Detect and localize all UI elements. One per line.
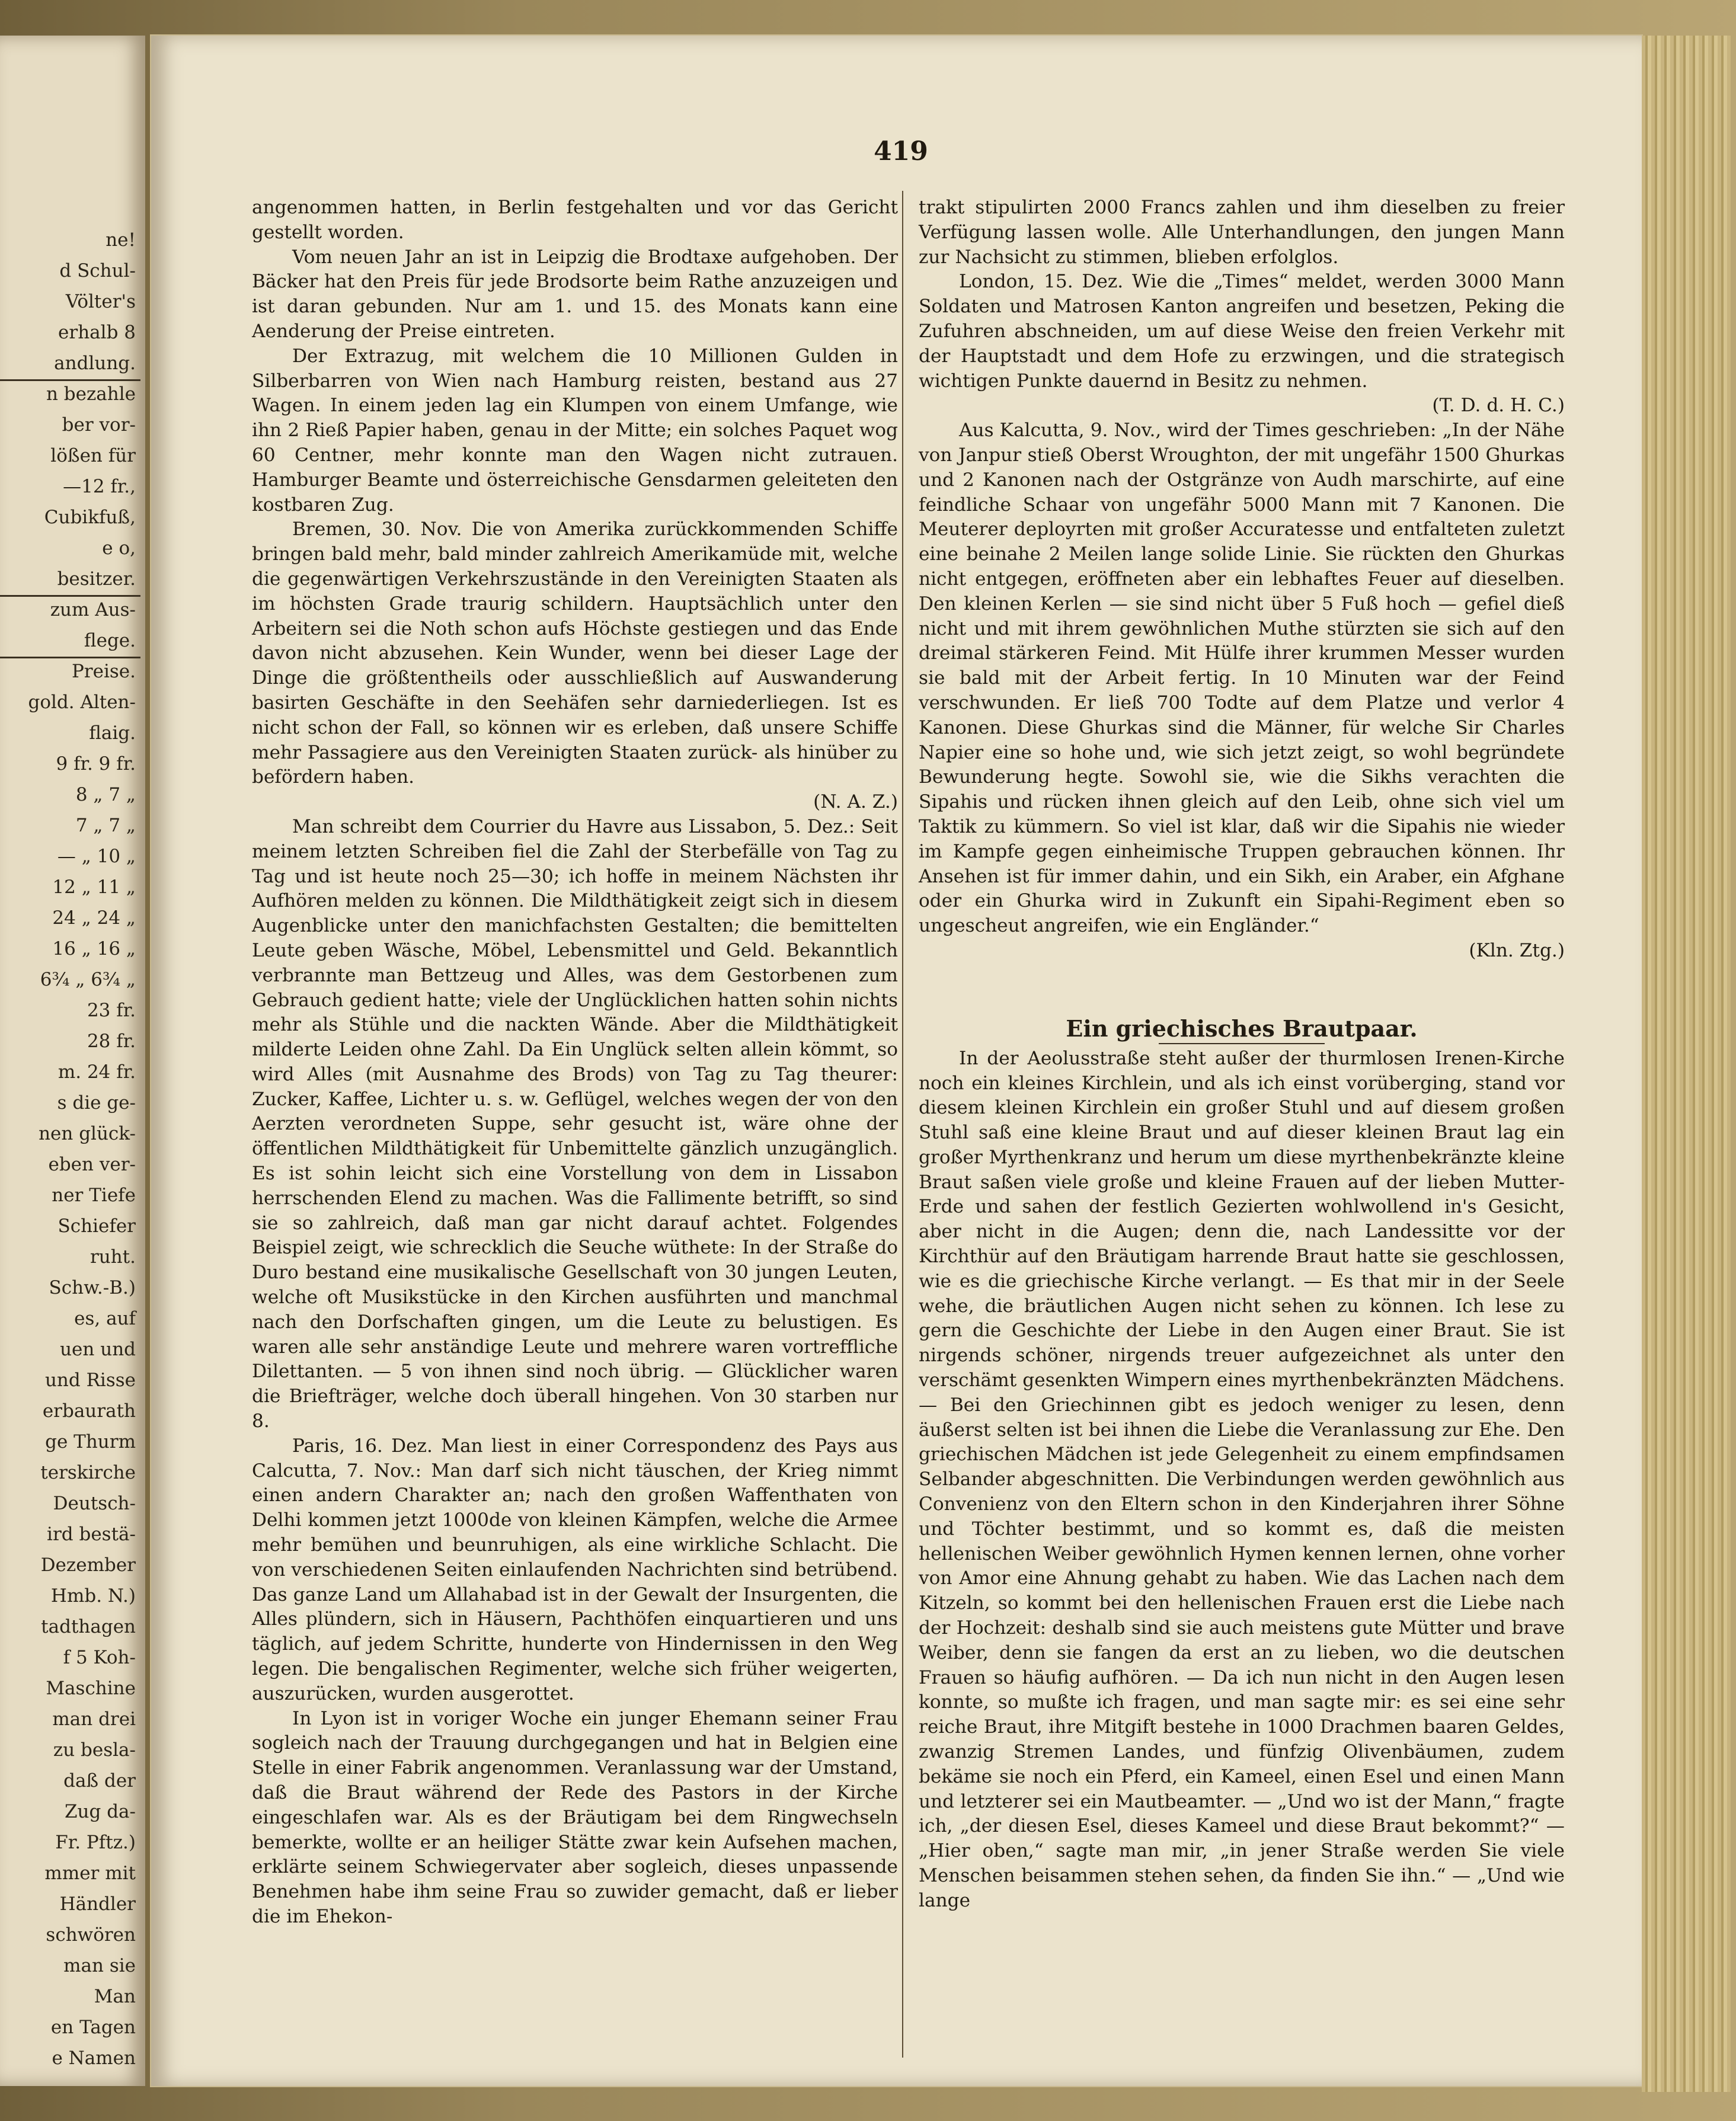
newspaper-page (151, 36, 1642, 2086)
left-page-text: ne! (105, 229, 136, 251)
page-number: 419 (874, 136, 928, 167)
left-page-text: e o, (102, 538, 136, 559)
left-page-text: Maschine (46, 1678, 136, 1699)
left-page-text: Zug da- (64, 1801, 136, 1822)
left-page-text: uen und (60, 1339, 136, 1360)
news-items (919, 196, 1565, 964)
left-page-text: e Namen (52, 2048, 136, 2069)
left-page-text: 16 „ 16 „ (52, 938, 136, 959)
left-page-text: 9 fr. 9 fr. (56, 753, 136, 775)
left-page-text: 23 fr. (87, 1000, 136, 1021)
source-citation: (Kln. Ztg.) (1469, 939, 1565, 961)
left-page-text: mmer mit (44, 1863, 136, 1884)
left-page-text: Dezember (40, 1554, 136, 1576)
left-page-text: zu besla- (53, 1739, 136, 1761)
left-page-text: ber vor- (62, 414, 136, 436)
left-page-text: tadthagen (41, 1616, 136, 1637)
left-page-text: ird bestä- (47, 1524, 136, 1545)
left-page-text: 6¾ „ 6¾ „ (40, 969, 136, 990)
left-page-text: flaig. (89, 722, 136, 744)
left-page-rule (0, 595, 140, 597)
left-page-text: 28 fr. (87, 1031, 136, 1052)
left-page-text: 7 „ 7 „ (75, 815, 136, 836)
source-citation: (T. D. d. H. C.) (1432, 395, 1565, 417)
paragraph: Aus Kalcutta, 9. Nov., wird der Times geschrieben: „In der Nähe von Janpur stieß Oberst Wroughton, der mit ungefähr 1500 Ghurkas und 2 Kanonen nach der Ostgränze von Audh marschirte, auf eine feindliche Schaar von ungefähr 5000 Mann mit 7 Kanonen. Die Meuterer deployrten mit großer Accuratesse und entfalteten zuletzt eine beinahe 2 Meilen lange solide Linie. Sie rückten den Ghurkas nicht entgegen, eröffneten aber ein lebhaftes Feuer auf dieselben. Den kleinen Kerlen — sie sind nicht über 5 Fuß hoch — gefiel dieß nicht und mit ihrem gewöhnlichen Muthe stürzten sie sich auf den dreimal stärkeren Feind. Mit Hülfe ihrer krummen Messer wurden sie bald mit der Arbeit fertig. In 10 Minuten war der Feind verschwunden. Er ließ 700 Todte auf dem Platze und verlor 4 Kanonen. Diese Ghurkas sind die Männer, für welche Sir Charles Napier eine so hohe und, wie sich jetzt zeigt, so wohl begründete Bewunderung hegte. Sowohl sie, wie die Sikhs verachten die Sipahis und rücken ihnen gleich auf den Leib, ohne sich viel um Taktik zu kümmern. So viel ist klar, daß wir die Sipahis nie wieder im Kampfe gegen einheimische Truppen gebrauchen können. Ihr Ansehen ist für immer dahin, und ein Sikh, ein Araber, ein Afghane oder ein Ghurka wird in Zukunft ein Sipahi-Regiment eben so ungescheut angreifen, wie ein Engländer.“ (919, 420, 1565, 937)
left-page-text: lößen für (50, 445, 136, 466)
column-divider (902, 191, 903, 2058)
left-page-text: man sie (63, 1955, 136, 1976)
left-page-text: Schw.-B.) (49, 1277, 136, 1298)
left-page-text: terskirche (40, 1462, 136, 1483)
right-column (919, 196, 1565, 1914)
left-page-text: schwören (46, 1924, 136, 1946)
paragraph: angenommen hatten, in Berlin festgehalten und vor das Gericht gestellt worden. (252, 197, 898, 243)
left-page-text: erhalb 8 (58, 322, 136, 343)
left-page-text: und Risse (44, 1370, 136, 1391)
paragraph: Vom neuen Jahr an ist in Leipzig die Brodtaxe aufgehoben. Der Bäcker hat den Preis für jede Brodsorte beim Rathe anzuzeigen und ist daran gebunden. Nur am 1. und 15. des Monats kann eine Aenderung der Preise eintreten. (252, 246, 898, 342)
left-page-text: ruht. (89, 1246, 136, 1268)
paragraph: Man schreibt dem Courrier du Havre aus Lissabon, 5. Dez.: Seit meinem letzten Schreiben fiel die Zahl der Sterbefälle von Tag zu Tag und ist heute noch 25—30; ich hoffe in meinem Nächsten ihr Aufhören melden zu können. Die Mildthätigkeit zeigt sich in diesem Augenblicke unter den manichfachsten Gestalten; die bemittelten Leute geben Wäsche, Möbel, Lebensmittel und Geld. Bekanntlich verbrannte man Bettzeug und Alles, was dem Gestorbenen zum Gebrauch gedient hatte; viele der Unglücklichen hatten sohin nichts mehr als Stühle und die nackten Wände. Aber die Mildthätigkeit milderte Leiden ohne Zahl. Da Ein Unglück selten allein kömmt, so wird Alles (mit Ausnahme des Brods) von Tag zu Tag theurer: Zucker, Kaffee, Lichter u. s. w. Geflügel, welches wegen der von den Aerzten verordneten Suppe, sehr gesucht ist, wäre ohne der öffentlichen Mildthätigkeit für Unbemittelte gänzlich unzugänglich. Es ist sohin leicht sich eine Vorstellung von dem in Lissabon herrschenden Elend zu machen. Was die Fallimente betrifft, so sind sie so zahlreich, daß man gar nicht darauf achtet. Folgendes Beispiel zeigt, wie schrecklich die Seuche wüthete: In der Straße do Duro bestand eine musikalische Gesellschaft von 30 jungen Leuten, welche oft Musikstücke in den Kirchen ausführten und manchmal nach den Dorfschaften gingen, um die Leute zu belustigen. Es waren alle sehr anständige Leute und mehrere waren vortreffliche Dilettanten. — 5 von ihnen sind noch übrig. — Glücklicher waren die Briefträger, welche doch überall hingehen. Von 30 starben nur 8. (252, 815, 898, 1432)
left-page-rule (0, 379, 140, 381)
left-page-text: zum Aus- (50, 599, 136, 620)
paragraph: trakt stipulirten 2000 Francs zahlen und ihm dieselben zu freier Verfügung lassen wolle. Alle Unterhandlungen, den jungen Mann zur Nachsicht zu stimmen, blieben erfolglos. (919, 197, 1565, 268)
left-page-text: Hmb. N.) (50, 1585, 136, 1607)
page-edges (1642, 36, 1731, 2092)
left-page-text: flege. (84, 630, 136, 651)
left-page-text: es, auf (74, 1308, 136, 1329)
left-page-text: besitzer. (57, 568, 136, 590)
paragraph: In Lyon ist in voriger Woche ein junger Ehemann seiner Frau sogleich nach der Trauung durchgegangen und hat in Belgien eine Stelle in einer Fabrik angenommen. Veranlassung war der Umstand, daß die Braut während der Rede des Pastors in der Kirche eingeschlafen war. Als es der Bräutigam bei dem Ringwechseln bemerkte, wollte er an heiliger Stätte zwar kein Aufsehen machen, erklärte seinem Schwiegervater aber sogleich, dieses unpassende Benehmen habe ihm seine Frau so zuwider gemacht, daß er lieber die im Ehekon- (252, 1707, 898, 1927)
left-page-text: eben ver- (48, 1154, 136, 1175)
left-page-text: f 5 Koh- (63, 1647, 136, 1668)
left-page-text: ner Tiefe (52, 1185, 136, 1206)
left-page-text: Cubikfuß, (44, 507, 136, 528)
source-citation: (N. A. Z.) (813, 791, 898, 813)
left-page-text: 12 „ 11 „ (52, 876, 136, 898)
left-page-text: daß der (63, 1770, 136, 1792)
left-page-rule (0, 657, 140, 658)
left-page-text: ge Thurm (45, 1431, 136, 1453)
left-page-text: m. 24 fr. (57, 1061, 136, 1083)
paragraph: Paris, 16. Dez. Man liest in einer Correspondenz des Pays aus Calcutta, 7. Nov.: Man darf sich nicht täuschen, der Krieg nimmt einen andern Charakter an; nach den großen Waffenthaten von Delhi kommen jetzt 1000de von kleinen Kämpfen, welche die Armee mehr bemühen und beunruhigen, als eine wirkliche Schlacht. Die von verschiedenen Seiten einlaufenden Nachrichten sind betrübend. Das ganze Land um Allahabad ist in der Gewalt der Insurgenten, die Alles plündern, sich in Häusern, Pachthöfen einquartieren und uns täglich, auf jedem Schritte, hunderte von Hindernissen in den Weg legen. Die bengalischen Regimenter, welche sich früher weigerten, auszurücken, wurden ausgerottet. (252, 1435, 898, 1704)
left-page-text: Händler (59, 1893, 136, 1915)
paragraph: In der Aeolusstraße steht außer der thurmlosen Irenen-Kirche noch ein kleines Kirchlein, und als ich einst vorüberging, stand vor diesem kleinen Kirchlein ein großer Stuhl und auf diesem großen Stuhl saß eine kleine Braut und auf dieser kleinen Braut lag ein großer Myrthenkranz und herum um diese myrthenbekränzte kleine Braut saßen viele große und kleine Frauen auf der lieben Mutter-Erde und sahen der festlich Gezierten wohlwollend in's Gesicht, aber nicht in die Augen; denn die, nach Landessitte vor der Kirchthür auf den Bräutigam harrende Braut hatte sie geschlossen, wie es die griechische Kirche verlangt. — Es that mir in der Seele wehe, die bräutlichen Augen nicht sehen zu können. Ich lese zu gern die Geschichte der Liebe in den Augen einer Braut. Sie ist nirgends schöner, nirgends treuer aufgezeichnet als unter den verschämt gesenkten Wimpern eines myrthenbekränzten Mädchens. — Bei den Griechinnen gibt es jedoch weniger zu lesen, denn äußerst selten ist bei ihnen die Liebe die Veranlassung zur Ehe. Den griechischen Mädchen ist jede Gelegenheit zu einem empfindsamen Selbander abgeschnitten. Die Verbindungen werden gewöhnlich aus Convenienz von den Eltern schon in den Kinderjahren ihrer Söhne und Töchter bestimmt, und so kommt es, daß die meisten hellenischen Weiber gewöhnlich Hymen kennen lernen, ohne vorher von Amor eine Ahnung gehabt zu haben. Wie das Lachen nach dem Kitzeln, so kommt bei den hellenischen Frauen erst die Liebe nach der Hochzeit: deshalb sind sie auch meistens gute Mütter und brave Weiber, denn sie fangen da erst an zu lieben, wo die deutschen Frauen so häufig aufhören. — Da ich nun nicht in den Augen lesen konnte, so mußte ich fragen, und man sagte mir: es sei eine sehr reiche Braut, ihre Mitgift bestehe in 1000 Drachmen baaren Geldes, zwanzig Stremen Landes, und fünfzig Olivenbäumen, zudem bekäme sie noch ein Pferd, ein Kameel, einen Esel und einen Mann und letzterer sei ein Mautbeamter. — „Und wo ist der Mann,“ fragte ich, „der diesen Esel, dieses Kameel und diese Braut bekommt?“ — „Hier oben,“ sagte man mir, „in jener Straße werden Sie viele Menschen beisammen stehen sehen, da finden Sie ihn.“ — „Und wie lange (919, 1047, 1565, 1911)
left-page-text: Völter's (65, 291, 136, 312)
left-page-text: — „ 10 „ (57, 846, 136, 867)
left-page-text: 24 „ 24 „ (52, 907, 136, 929)
left-page-text: man drei (52, 1709, 136, 1730)
left-page-text: s die ge- (57, 1092, 136, 1114)
left-page-text: d Schul- (59, 260, 136, 281)
left-page-text: en Tagen (50, 2017, 136, 2038)
paragraph: Der Extrazug, mit welchem die 10 Millionen Gulden in Silberbarren von Wien nach Hamburg reisten, bestand aus 27 Wagen. In einem jeden lag ein Klumpen von einem Umfange, wie ihn 2 Rieß Papier haben, genau in der Mitte; ein solches Paquet wog 60 Centner, mehr konnte man den Wagen nicht zutrauen. Hamburger Beamte und österreichische Gensdarmen geleiteten den kostbaren Zug. (252, 345, 898, 516)
paragraph: Bremen, 30. Nov. Die von Amerika zurückkommenden Schiffe bringen bald mehr, bald minder zahlreich Amerikamüde mit, welche die gegenwärtigen Verkehrszustände in den Vereinigten Staaten als im höchsten Grade traurig schildern. Hauptsächlich unter den Arbeitern sei die Noth schon aufs Höchste gestiegen und das Ende davon nicht abzusehen. Kein Wunder, wenn bei dieser Lage der Dinge die größtentheils oder ausschließlich auf Auswanderung basirten Geschäfte in den Seehäfen sehr darniederliegen. Ist es nicht schon der Fall, so können wir es erleben, daß unsere Schiffe mehr Passagiere aus den Vereinigten Staaten zurück- als hinüber zu befördern haben. (252, 519, 898, 788)
left-page-text: nen glück- (39, 1123, 136, 1144)
left-page-text: erbaurath (42, 1400, 136, 1422)
article-heading: Ein griechisches Brautpaar. (1066, 1015, 1418, 1042)
left-page-text: gold. Alten- (28, 692, 136, 713)
left-page-text: Fr. Pftz.) (55, 1832, 136, 1853)
left-column (252, 196, 898, 1930)
heading-rule (1159, 1043, 1325, 1044)
left-page-text: Deutsch- (53, 1493, 136, 1514)
left-page-text: n bezahle (46, 383, 136, 405)
left-page-text: andlung. (54, 353, 136, 374)
left-page-fragment (0, 36, 145, 2086)
paragraph: London, 15. Dez. Wie die „Times“ meldet, werden 3000 Mann Soldaten und Matrosen Kanton angreifen und besetzen, Peking die Zufuhren abschneiden, um auf diese Weise den freien Verkehr mit der Hauptstadt und dem Hofe zu erzwingen, und die strategisch wichtigen Punkte dauernd in Besitz zu nehmen. (919, 271, 1565, 392)
left-page-text: —12 fr., (63, 476, 136, 497)
left-page-text: Preise. (71, 661, 136, 682)
left-page-text: Schiefer (57, 1215, 136, 1237)
left-page-text: 8 „ 7 „ (75, 784, 136, 805)
left-page-text: Man (94, 1986, 136, 2007)
article-body (919, 1047, 1565, 1914)
